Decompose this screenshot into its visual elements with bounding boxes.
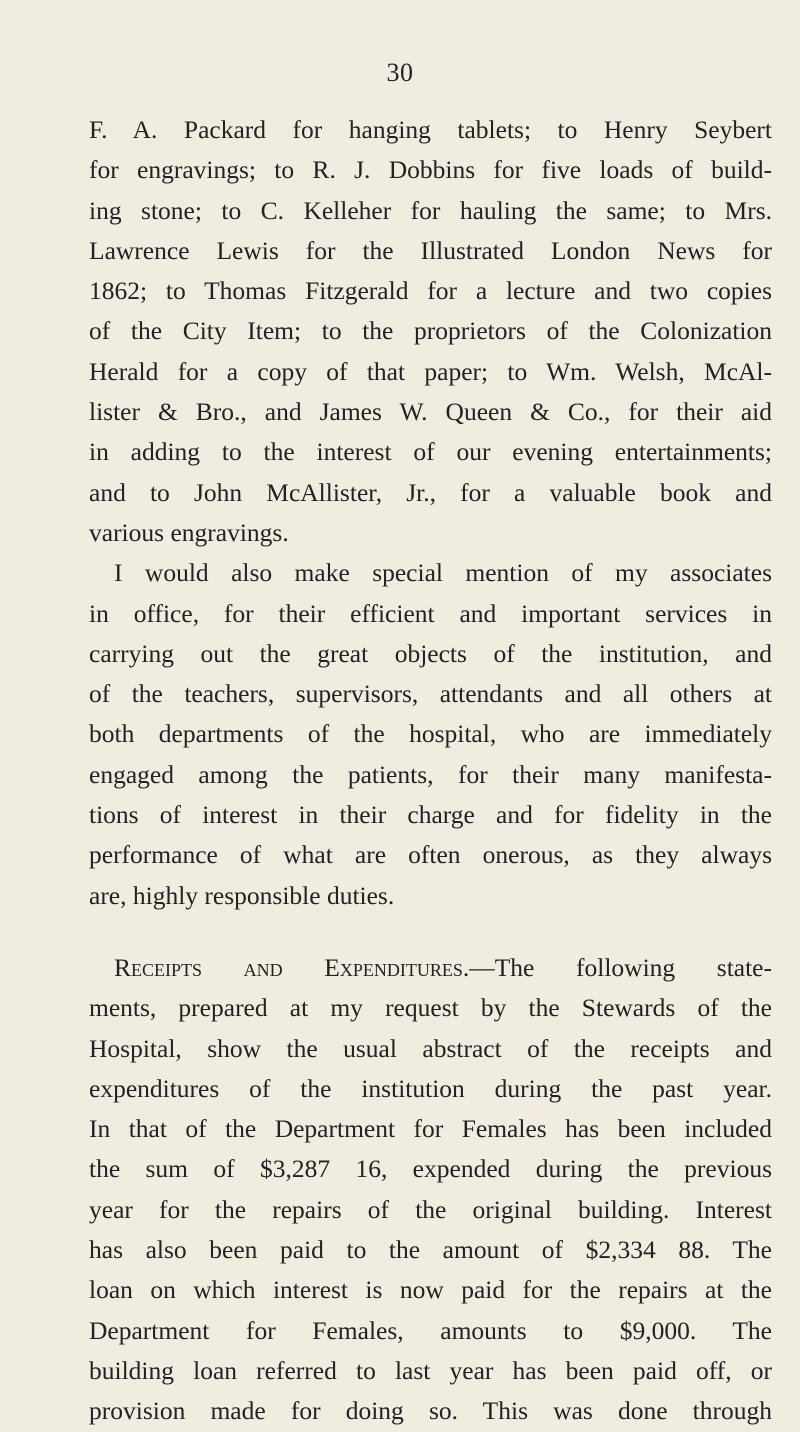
text-line: has also been paid to the amount of $2,334 88. The bbox=[89, 1235, 772, 1265]
text-line: the sum of $3,287 16, expended during the previous bbox=[89, 1154, 772, 1184]
text-line: ing stone; to C. Kelleher for hauling the same; to Mrs. bbox=[89, 195, 772, 225]
text-line: I would also make special mention of my associates bbox=[114, 558, 772, 588]
text-line: and to John McAllister, Jr., for a valuable book and bbox=[89, 477, 772, 507]
text-line: both departments of the hospital, who are immediately bbox=[89, 719, 772, 749]
text-line: loan on which interest is now paid for the repairs at the bbox=[89, 1275, 772, 1305]
text-line: F. A. Packard for hanging tablets; to Henry Seybert bbox=[89, 115, 772, 144]
paragraph-associates bbox=[89, 553, 772, 916]
text-line: year for the repairs of the original building. Interest bbox=[89, 1194, 772, 1224]
text-line: Herald for a copy of that paper; to Wm. Welsh, McAl- bbox=[89, 356, 772, 386]
paragraph-receipts-expenditures bbox=[89, 948, 772, 1432]
section-heading: Receipts and Expenditures. bbox=[114, 952, 470, 982]
text-line: carrying out the great objects of the institution, and bbox=[89, 638, 772, 668]
text-line: are, highly responsible duties. bbox=[89, 880, 395, 910]
heading-line-rest: —The following state- bbox=[469, 952, 772, 982]
text-line: of the teachers, supervisors, attendants and all others at bbox=[89, 679, 772, 709]
text-line bbox=[89, 948, 772, 988]
text-line: lister & Bro., and James W. Queen & Co., for their aid bbox=[89, 397, 772, 427]
text-line: Hospital, show the usual abstract of the receipts and bbox=[89, 1033, 772, 1063]
body-text bbox=[89, 110, 772, 1432]
text-line: expenditures of the institution during the past year. bbox=[89, 1073, 772, 1103]
page-number: 30 bbox=[386, 58, 414, 87]
text-line: provision made for doing so. This was done through bbox=[89, 1396, 772, 1426]
text-line: of the City Item; to the proprietors of the Colonization bbox=[89, 316, 772, 346]
text-line: Department for Females, amounts to $9,000. The bbox=[89, 1315, 772, 1345]
text-line: in office, for their efficient and important services in bbox=[89, 598, 772, 628]
paragraph-acknowledgements bbox=[89, 110, 772, 553]
text-line: engaged among the patients, for their many manifesta- bbox=[89, 759, 772, 789]
text-line: building loan referred to last year has been paid off, or bbox=[89, 1355, 772, 1385]
text-line: in adding to the interest of our evening entertainments; bbox=[89, 437, 772, 467]
text-line: tions of interest in their charge and for fidelity in the bbox=[89, 800, 772, 830]
text-line: for engravings; to R. J. Dobbins for five loads of build- bbox=[89, 155, 772, 185]
text-line: various engravings. bbox=[89, 517, 289, 547]
text-line: performance of what are often onerous, as they always bbox=[89, 840, 772, 870]
text-line: In that of the Department for Females has been included bbox=[89, 1114, 772, 1144]
text-line: ments, prepared at my request by the Stewards of the bbox=[89, 993, 772, 1023]
text-line: Lawrence Lewis for the Illustrated London News for bbox=[89, 235, 772, 265]
text-line: 1862; to Thomas Fitzgerald for a lecture and two copies bbox=[89, 276, 772, 306]
